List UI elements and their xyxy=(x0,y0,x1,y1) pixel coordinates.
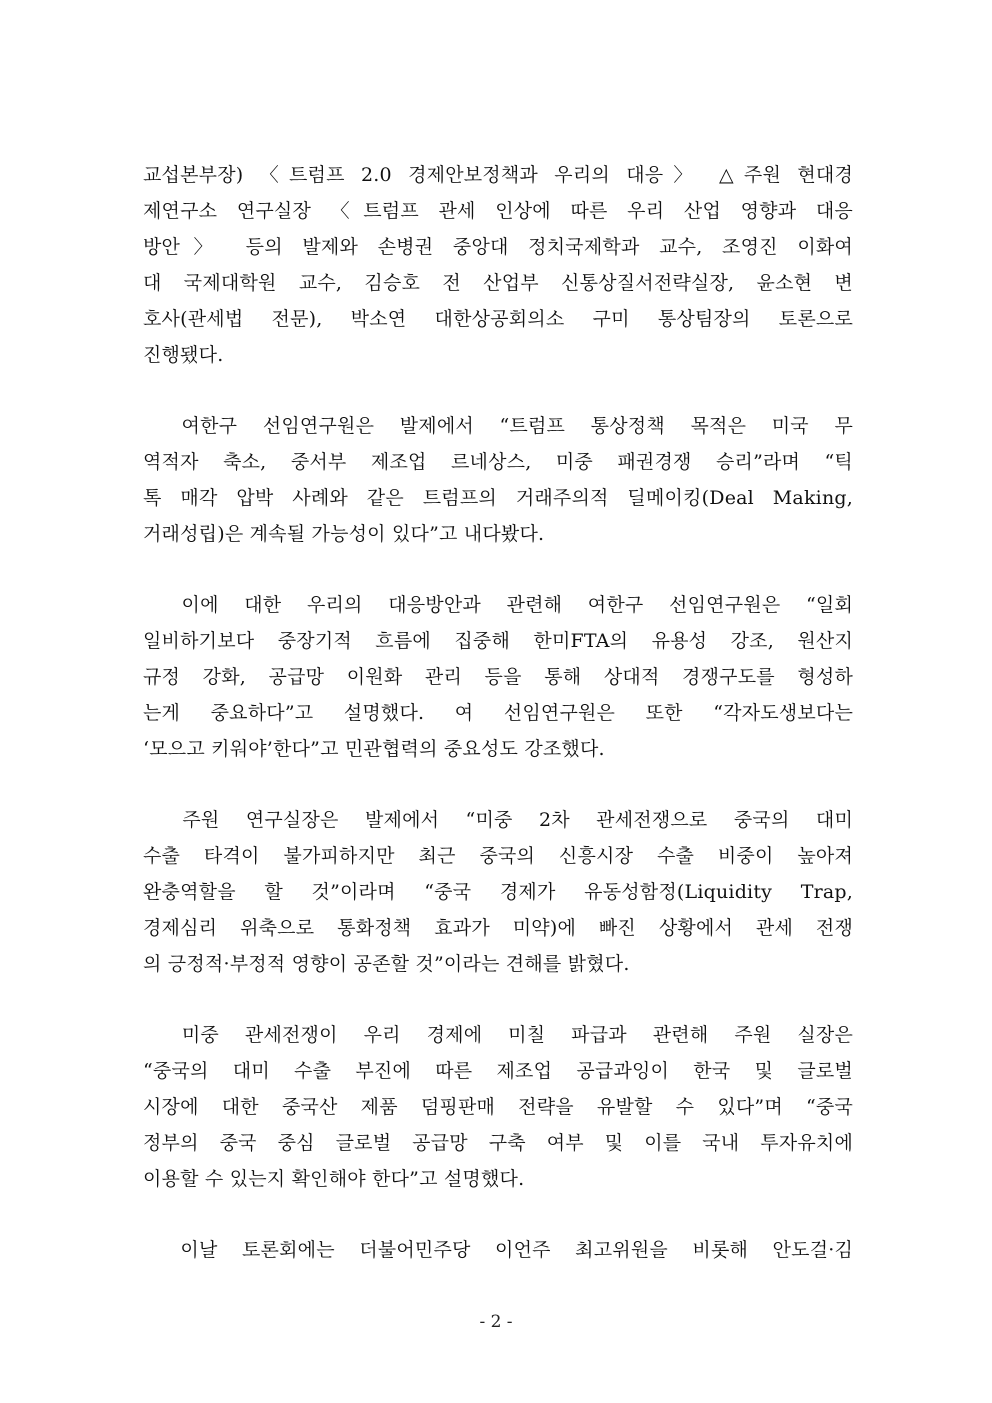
paragraph-gap xyxy=(143,1197,853,1232)
paragraph-6 xyxy=(143,1232,853,1268)
paragraph-2 xyxy=(143,408,853,552)
text-line: 진행됐다. xyxy=(143,344,224,366)
text-line: 는게 중요하다”고 설명했다. 여 선임연구원은 또한 “각자도생보다는 xyxy=(143,702,853,724)
text-line: 톡 매각 압박 사례와 같은 트럼프의 거래주의적 딜메이킹(Deal Making, xyxy=(143,487,853,509)
text-line: “중국의 대미 수출 부진에 따른 제조업 공급과잉이 한국 및 글로벌 xyxy=(143,1060,853,1082)
text-line: 주원 연구실장은 발제에서 “미중 2차 관세전쟁으로 중국의 대미 xyxy=(143,809,853,831)
text-line: 정부의 중국 중심 글로벌 공급망 구축 여부 및 이를 국내 투자유치에 xyxy=(143,1132,853,1154)
text-line: 경제심리 위축으로 통화정책 효과가 미약)에 빠진 상황에서 관세 전쟁 xyxy=(143,917,853,939)
text-line: 일비하기보다 중장기적 흐름에 집중해 한미FTA의 유용성 강조, 원산지 xyxy=(143,630,853,652)
text-line: 대 국제대학원 교수, 김승호 전 산업부 신통상질서전략실장, 윤소현 변 xyxy=(143,272,853,294)
paragraph-3 xyxy=(143,587,853,767)
paragraph-gap xyxy=(143,767,853,802)
paragraph-1 xyxy=(143,157,853,373)
text-line: 시장에 대한 중국산 제품 덤핑판매 전략을 유발할 수 있다”며 “중국 xyxy=(143,1096,853,1118)
text-line: 역적자 축소, 중서부 제조업 르네상스, 미중 패권경쟁 승리”라며 “틱 xyxy=(143,451,853,473)
text-line: 방안〉 등의 발제와 손병권 중앙대 정치국제학과 교수, 조영진 이화여 xyxy=(143,236,853,258)
text-line: 이용할 수 있는지 확인해야 한다”고 설명했다. xyxy=(143,1168,525,1190)
text-line: 교섭본부장) 〈트럼프 2.0 경제안보정책과 우리의 대응〉 △주원 현대경 xyxy=(143,164,853,186)
body-text xyxy=(143,157,853,1268)
text-line: 거래성립)은 계속될 가능성이 있다”고 내다봤다. xyxy=(143,523,545,545)
text-line: 규정 강화, 공급망 이원화 관리 등을 통해 상대적 경쟁구도를 형성하 xyxy=(143,666,853,688)
text-line: 이날 토론회에는 더불어민주당 이언주 최고위원을 비롯해 안도걸·김 xyxy=(143,1239,853,1261)
page-number: - 2 - xyxy=(479,1312,513,1332)
text-line: ‘모으고 키워야’한다”고 민관협력의 중요성도 강조했다. xyxy=(143,738,605,760)
text-line: 의 긍정적·부정적 영향이 공존할 것”이라는 견해를 밝혔다. xyxy=(143,953,630,975)
text-line: 제연구소 연구실장 〈트럼프 관세 인상에 따른 우리 산업 영향과 대응 xyxy=(143,200,853,222)
text-line: 수출 타격이 불가피하지만 최근 중국의 신흥시장 수출 비중이 높아져 xyxy=(143,845,853,867)
text-line: 완충역할을 할 것”이라며 “중국 경제가 유동성함정(Liquidity Trap, xyxy=(143,881,853,903)
paragraph-gap xyxy=(143,982,853,1017)
text-line: 여한구 선임연구원은 발제에서 “트럼프 통상정책 목적은 미국 무 xyxy=(143,415,853,437)
paragraph-4 xyxy=(143,802,853,982)
paragraph-5 xyxy=(143,1017,853,1197)
paragraph-gap xyxy=(143,552,853,587)
paragraph-gap xyxy=(143,373,853,408)
text-line: 미중 관세전쟁이 우리 경제에 미칠 파급과 관련해 주원 실장은 xyxy=(143,1024,853,1046)
text-line: 호사(관세법 전문), 박소연 대한상공회의소 구미 통상팀장의 토론으로 xyxy=(143,308,853,330)
text-line: 이에 대한 우리의 대응방안과 관련해 여한구 선임연구원은 “일회 xyxy=(143,594,853,616)
